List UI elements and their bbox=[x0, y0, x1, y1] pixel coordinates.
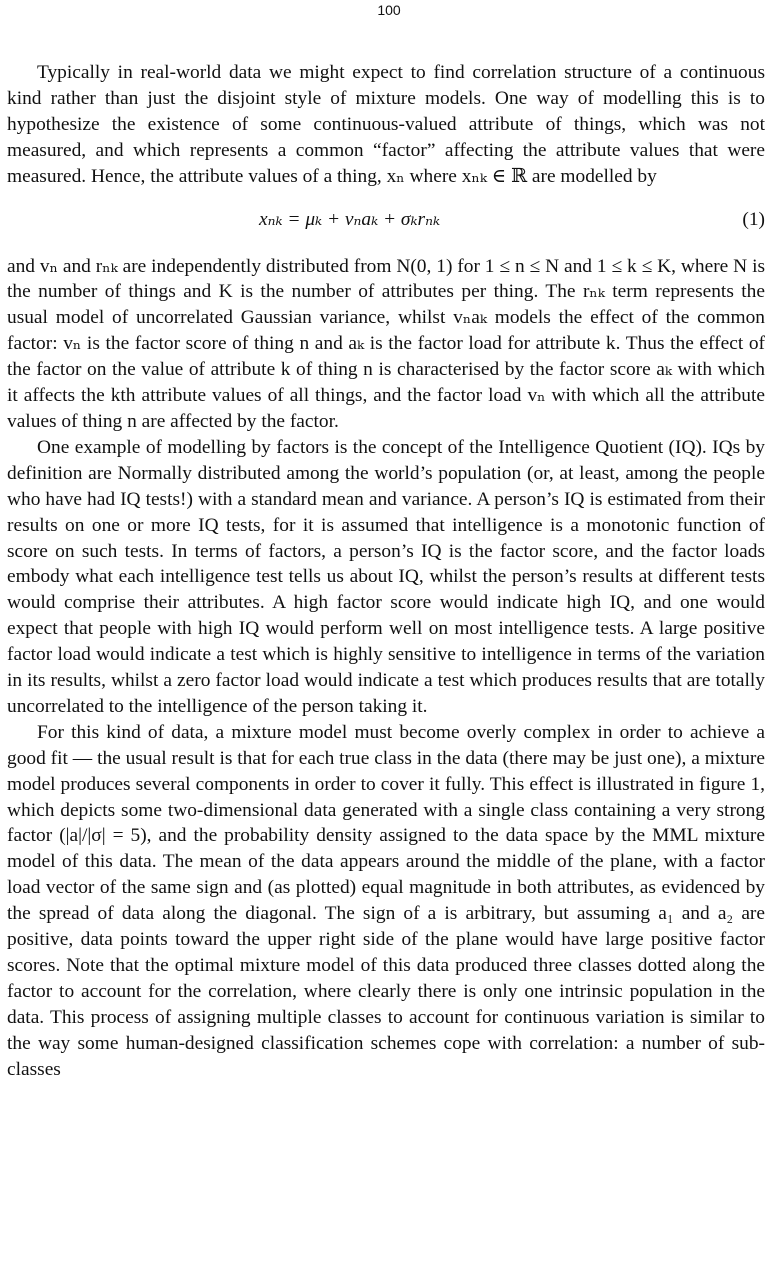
paragraph-1: Typically in real-world data we might expect to find correlation structure of a continuous kind rather than just the disjoint style of mixture models. One way of modelling this is to hypothesize the existence of some continuous-valued attribute of things, which was not measured, and which represents a common “factor” affecting the attribute values that were measured. Hence, the attribute values of a thing, xₙ where xₙₖ ∈ ℝ are modelled by bbox=[7, 62, 765, 187]
body-text bbox=[7, 60, 765, 1083]
paragraph-2: and vₙ and rₙₖ are independently distributed from N(0, 1) for 1 ≤ n ≤ N and 1 ≤ k ≤ K, where N is the number of things and K is the number of attributes per thing. The rₙₖ term represents the usual model of uncorrelated Gaussian variance, whilst vₙaₖ models the effect of the common factor: vₙ is the factor score of thing n and aₖ is the factor load for attribute k. Thus the effect of the factor on the value of attribute k of thing n is characterised by the factor score aₖ with which it affects the kth attribute values of all things, and the factor load vₙ with which all the attribute values of thing n are affected by the factor. bbox=[7, 255, 765, 432]
equation-number: (1) bbox=[742, 208, 765, 230]
equation-1 bbox=[7, 202, 765, 240]
equation-body: xₙₖ = μₖ + vₙaₖ + σₖrₙₖ bbox=[259, 208, 441, 230]
paragraph-4: For this kind of data, a mixture model must become overly complex in order to achieve a good fit — the usual result is that for each true class in the data (there may be just one), a mixture model produces several components in order to cover it fully. This effect is illustrated in figure 1, which depicts some two-dimensional data generated with a single class containing a very strong factor (|a|/|σ| = 5), and the probability density assigned to the data space by the MML mixture model of this data. The mean of the data appears around the middle of the plane, with a factor load vector of the same sign and (as plotted) equal magnitude in both attributes, as evidenced by the spread of data along the diagonal. The sign of a is arbitrary, but assuming a₁ and a₂ are positive, data points toward the upper right side of the plane would have large positive factor scores. Note that the optimal mixture model of this data produced three classes dotted along the factor to account for the correlation, where clearly there is only one intrinsic population in the data. This process of assigning multiple classes to account for continuous variation is similar to the way some human-designed classification schemes cope with correlation: a number of sub-classes bbox=[7, 721, 765, 1080]
page-number: 100 bbox=[377, 2, 401, 18]
paragraph-3: One example of modelling by factors is the concept of the Intelligence Quotient (IQ). IQs by definition are Normally distributed among the world’s population (or, at least, among the people who have had IQ tests!) with a standard mean and variance. A person’s IQ is estimated from their results on one or more IQ tests, for it is assumed that intelligence is a monotonic function of score on such tests. In terms of factors, a person’s IQ is the factor score, and the factor loads embody what each intelligence test tells us about IQ, whilst the person’s results at different tests would comprise their attributes. A high factor score would indicate high IQ, and one would expect that people with high IQ would perform well on most intelligence tests. A large positive factor load would indicate a test which is highly sensitive to intelligence in terms of the variation in its results, whilst a zero factor load would indicate a test which produces results that are totally uncorrelated to the intelligence of the person taking it. bbox=[7, 436, 765, 717]
